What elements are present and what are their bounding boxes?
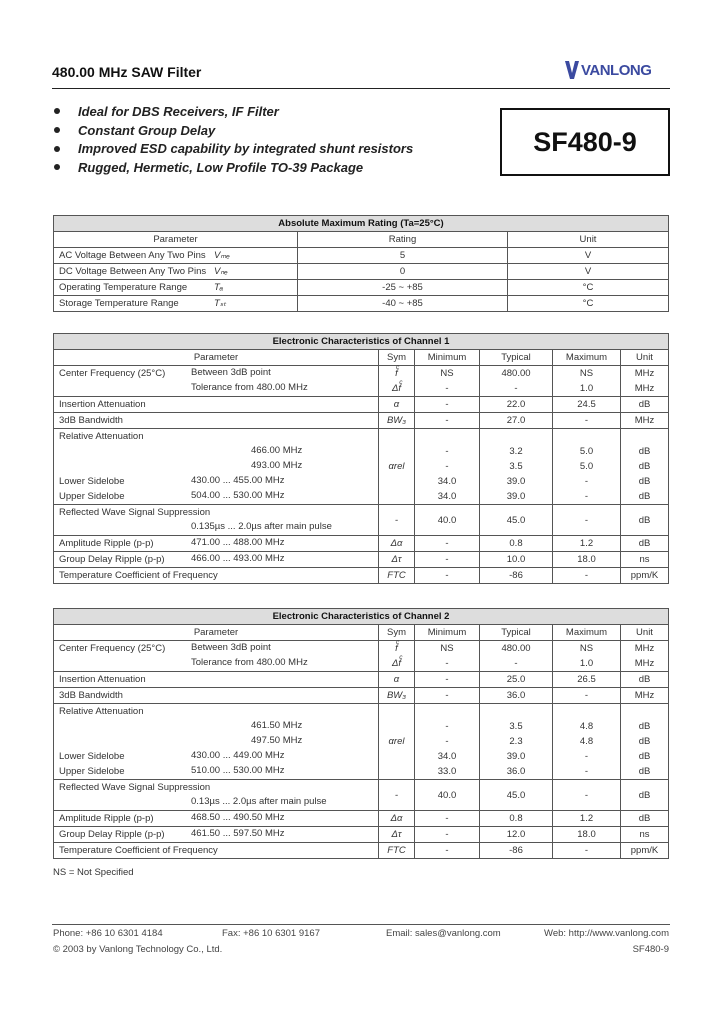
unit-value: V [508, 264, 669, 280]
parameter-label: Upper Sidelobe [59, 491, 125, 502]
max-value [553, 429, 621, 445]
footer-email[interactable]: Email: sales@vanlong.com [386, 928, 501, 939]
feature-item [52, 158, 413, 177]
parameter-cell [54, 413, 379, 429]
parameter-cell [54, 264, 298, 280]
rating-value: -40 ~ +85 [298, 296, 508, 312]
feature-text: Improved ESD capability by integrated shunt resistors [78, 141, 414, 157]
table-row [54, 843, 669, 859]
table-row [54, 552, 669, 568]
table-row [54, 413, 669, 429]
bullet-icon [54, 127, 60, 133]
feature-text: Constant Group Delay [78, 122, 216, 138]
typ-value: 39.0 [480, 749, 553, 764]
parameter-label: Group Delay Ripple (p-p) [59, 554, 165, 565]
typ-value: 0.8 [480, 536, 553, 552]
parameter-label: Reflected Wave Signal Suppression [59, 507, 211, 518]
min-value: - [415, 552, 480, 568]
unit-value [621, 704, 669, 720]
min-value [415, 429, 480, 445]
min-value: - [415, 459, 480, 474]
typ-value: - [480, 656, 553, 672]
parameter-condition: 430.00 ... 449.00 MHz [191, 750, 285, 761]
parameter-condition: Tolerance from 480.00 MHz [191, 657, 308, 668]
max-value: - [553, 413, 621, 429]
min-value: - [415, 719, 480, 734]
symbol: FTC [379, 568, 415, 584]
min-value: - [415, 397, 480, 413]
symbol: - [379, 505, 415, 536]
parameter-label: Relative Attenuation [59, 431, 144, 442]
parameter-condition: Between 3dB point [191, 367, 271, 378]
table-row [54, 474, 669, 489]
parameter-cell [54, 672, 379, 688]
parameter-label: Lower Sidelobe [59, 476, 125, 487]
max-value: 1.2 [553, 536, 621, 552]
table-row [54, 489, 669, 505]
parameter-condition: 461.50 MHz [251, 720, 303, 731]
unit-value: dB [621, 672, 669, 688]
min-value: - [415, 656, 480, 672]
unit-value: dB [621, 719, 669, 734]
typ-value: 39.0 [480, 489, 553, 505]
min-value: - [415, 688, 480, 704]
table-row [54, 429, 669, 445]
typ-value: 3.5 [480, 719, 553, 734]
symbol: Δα [379, 536, 415, 552]
footer-copyright: © 2003 by Vanlong Technology Co., Ltd. [53, 944, 223, 955]
max-value: NS [553, 366, 621, 382]
column-header: Sym [379, 350, 415, 366]
typ-value: 2.3 [480, 734, 553, 749]
typ-value: -86 [480, 568, 553, 584]
max-value: - [553, 764, 621, 780]
table-row [54, 444, 669, 459]
feature-list [52, 102, 413, 177]
parameter-condition: 466.00 ... 493.00 MHz [191, 553, 285, 564]
column-header: Unit [621, 350, 669, 366]
column-header: Minimum [415, 625, 480, 641]
symbol: Δτ [379, 552, 415, 568]
table-row [54, 568, 669, 584]
feature-text: Ideal for DBS Receivers, IF Filter [78, 103, 279, 119]
parameter-label: Temperature Coefficient of Frequency [59, 570, 218, 581]
absolute-max-rating-table [53, 215, 669, 312]
table-row [54, 248, 669, 264]
parameter-condition: 466.00 MHz [251, 445, 303, 456]
symbol: FTC [379, 843, 415, 859]
typ-value: 45.0 [480, 505, 553, 536]
unit-value: MHz [621, 656, 669, 672]
parameter-label: Lower Sidelobe [59, 751, 125, 762]
parameter-condition: 493.00 MHz [251, 460, 303, 471]
unit-value: dB [621, 764, 669, 780]
symbol: Vₙₑ [214, 266, 228, 277]
table-row [54, 811, 669, 827]
unit-value: °C [508, 296, 669, 312]
column-header: Typical [480, 350, 553, 366]
parameter-cell [54, 489, 379, 505]
parameter-condition: 471.00 ... 488.00 MHz [191, 537, 285, 548]
parameter-cell [54, 734, 379, 749]
max-value: 1.2 [553, 811, 621, 827]
max-value: - [553, 843, 621, 859]
min-value: - [415, 843, 480, 859]
typ-value: 3.5 [480, 459, 553, 474]
max-value: - [553, 474, 621, 489]
table-title: Electronic Characteristics of Channel 1 [54, 334, 669, 350]
typ-value: 36.0 [480, 688, 553, 704]
parameter-label: Relative Attenuation [59, 706, 144, 717]
unit-value: dB [621, 811, 669, 827]
max-value: 18.0 [553, 552, 621, 568]
table-row [54, 505, 669, 521]
unit-value: ns [621, 827, 669, 843]
typ-value: 12.0 [480, 827, 553, 843]
header-rule [52, 88, 670, 89]
unit-value: dB [621, 474, 669, 489]
unit-value: dB [621, 489, 669, 505]
symbol: Δfͨ [379, 381, 415, 397]
parameter-cell [54, 459, 379, 474]
table-title-row [54, 334, 669, 350]
table-row [54, 381, 669, 397]
table-row [54, 296, 669, 312]
parameter-cell [54, 749, 379, 764]
bullet-icon [54, 108, 60, 114]
part-number-box: SF480-9 [500, 108, 670, 176]
max-value: - [553, 749, 621, 764]
parameter-cell [54, 764, 379, 780]
parameter-cell [54, 280, 298, 296]
unit-value: ppm/K [621, 568, 669, 584]
min-value: 34.0 [415, 749, 480, 764]
parameter-condition: Between 3dB point [191, 642, 271, 653]
parameter-label: Reflected Wave Signal Suppression [59, 782, 211, 793]
unit-value: MHz [621, 413, 669, 429]
max-value: 18.0 [553, 827, 621, 843]
min-value: 40.0 [415, 505, 480, 536]
feature-item [52, 139, 413, 158]
unit-value: dB [621, 459, 669, 474]
min-value: NS [415, 641, 480, 657]
parameter-condition: 497.50 MHz [251, 735, 303, 746]
max-value: - [553, 780, 621, 811]
rating-value: -25 ~ +85 [298, 280, 508, 296]
table-row [54, 780, 669, 796]
parameter-label: Operating Temperature Range [59, 282, 188, 293]
unit-value: dB [621, 780, 669, 811]
min-value: 40.0 [415, 780, 480, 811]
parameter-cell [54, 656, 379, 672]
max-value: 5.0 [553, 444, 621, 459]
parameter-cell [54, 780, 379, 796]
parameter-label: Temperature Coefficient of Frequency [59, 845, 218, 856]
column-header: Minimum [415, 350, 480, 366]
max-value: 1.0 [553, 656, 621, 672]
unit-value: V [508, 248, 669, 264]
max-value: 4.8 [553, 734, 621, 749]
table-row [54, 734, 669, 749]
footer-doc-id: SF480-9 [632, 944, 669, 955]
min-value: - [415, 381, 480, 397]
parameter-label: Amplitude Ripple (p-p) [59, 538, 154, 549]
parameter-label: Insertion Attenuation [59, 399, 146, 410]
symbol: fͨ [379, 366, 415, 382]
min-value: - [415, 444, 480, 459]
parameter-condition: Tolerance from 480.00 MHz [191, 382, 308, 393]
parameter-cell [54, 444, 379, 459]
rating-value: 0 [298, 264, 508, 280]
header-row [54, 625, 669, 641]
unit-value: ppm/K [621, 843, 669, 859]
vanlong-logo [565, 60, 651, 80]
symbol: BW₃ [379, 413, 415, 429]
unit-value [621, 429, 669, 445]
parameter-cell [54, 704, 379, 720]
parameter-condition: 510.00 ... 530.00 MHz [191, 765, 285, 776]
unit-value: MHz [621, 381, 669, 397]
parameter-condition: 430.00 ... 455.00 MHz [191, 475, 285, 486]
unit-value: dB [621, 444, 669, 459]
parameter-label: Center Frequency (25°C) [59, 368, 166, 379]
feature-item [52, 102, 413, 121]
table-row [54, 459, 669, 474]
typ-value: 45.0 [480, 780, 553, 811]
typ-value: 25.0 [480, 672, 553, 688]
parameter-cell [54, 641, 379, 657]
parameter-label: Group Delay Ripple (p-p) [59, 829, 165, 840]
parameter-cell [54, 536, 379, 552]
table-row [54, 688, 669, 704]
unit-value: MHz [621, 366, 669, 382]
typ-value: 27.0 [480, 413, 553, 429]
min-value: - [415, 568, 480, 584]
unit-value: dB [621, 536, 669, 552]
max-value [553, 704, 621, 720]
symbol: Δfͨ [379, 656, 415, 672]
min-value: 33.0 [415, 764, 480, 780]
header-row [54, 350, 669, 366]
column-header: Maximum [553, 625, 621, 641]
max-value: 24.5 [553, 397, 621, 413]
typ-value: 480.00 [480, 366, 553, 382]
typ-value: 3.2 [480, 444, 553, 459]
bullet-icon [54, 164, 60, 170]
typ-value [480, 429, 553, 445]
column-header: Parameter [54, 625, 379, 641]
symbol: Vₘₑ [214, 250, 230, 261]
parameter-cell [54, 296, 298, 312]
symbol: αrel [379, 429, 415, 505]
symbol: - [379, 780, 415, 811]
parameter-cell [54, 474, 379, 489]
typ-value [480, 704, 553, 720]
min-value: - [415, 827, 480, 843]
parameter-label: Upper Sidelobe [59, 766, 125, 777]
symbol: α [379, 672, 415, 688]
min-value: 34.0 [415, 474, 480, 489]
typ-value: 10.0 [480, 552, 553, 568]
table-row [54, 366, 669, 382]
footer-rule [52, 924, 670, 925]
footer-web[interactable]: Web: http://www.vanlong.com [544, 928, 669, 939]
table-row [54, 719, 669, 734]
table-row [54, 641, 669, 657]
table-title: Electronic Characteristics of Channel 2 [54, 609, 669, 625]
unit-value: MHz [621, 688, 669, 704]
feature-text: Rugged, Hermetic, Low Profile TO-39 Package [78, 159, 364, 175]
max-value: 5.0 [553, 459, 621, 474]
ns-note: NS = Not Specified [53, 867, 134, 878]
rating-value: 5 [298, 248, 508, 264]
symbol: Δτ [379, 827, 415, 843]
parameter-cell [54, 397, 379, 413]
feature-item [52, 121, 413, 140]
table-row [54, 704, 669, 720]
table-title: Absolute Maximum Rating (Ta=25°C) [54, 216, 669, 232]
symbol: fͨ [379, 641, 415, 657]
parameter-cell [54, 429, 379, 445]
min-value: NS [415, 366, 480, 382]
min-value: - [415, 536, 480, 552]
column-header: Parameter [54, 232, 298, 248]
channel-1-table [53, 333, 669, 584]
parameter-label: Insertion Attenuation [59, 674, 146, 685]
parameter-cell [54, 843, 379, 859]
footer-fax: Fax: +86 10 6301 9167 [222, 928, 320, 939]
parameter-condition: 461.50 ... 597.50 MHz [191, 828, 285, 839]
table-row [54, 672, 669, 688]
table-row [54, 656, 669, 672]
footer-phone: Phone: +86 10 6301 4184 [53, 928, 163, 939]
parameter-cell [54, 795, 379, 811]
table-row [54, 827, 669, 843]
min-value: - [415, 672, 480, 688]
parameter-cell [54, 381, 379, 397]
parameter-label: Amplitude Ripple (p-p) [59, 813, 154, 824]
table-row [54, 397, 669, 413]
column-header: Maximum [553, 350, 621, 366]
max-value: 4.8 [553, 719, 621, 734]
column-header: Unit [621, 625, 669, 641]
symbol: Tₛₜ [214, 298, 227, 309]
bullet-icon [54, 146, 60, 152]
parameter-cell [54, 719, 379, 734]
parameter-cell [54, 366, 379, 382]
table-title-row [54, 609, 669, 625]
parameter-label: AC Voltage Between Any Two Pins [59, 250, 206, 261]
unit-value: dB [621, 734, 669, 749]
typ-value: - [480, 381, 553, 397]
symbol: BW₃ [379, 688, 415, 704]
table-row [54, 536, 669, 552]
typ-value: 22.0 [480, 397, 553, 413]
parameter-cell [54, 568, 379, 584]
min-value: - [415, 413, 480, 429]
parameter-cell [54, 520, 379, 536]
min-value [415, 704, 480, 720]
unit-value: dB [621, 397, 669, 413]
parameter-cell [54, 811, 379, 827]
parameter-label: Storage Temperature Range [59, 298, 179, 309]
parameter-cell [54, 688, 379, 704]
max-value: - [553, 688, 621, 704]
parameter-condition: 504.00 ... 530.00 MHz [191, 490, 285, 501]
symbol: Δα [379, 811, 415, 827]
parameter-cell [54, 552, 379, 568]
parameter-condition: 0.135µs ... 2.0µs after main pulse [191, 521, 332, 532]
logo-v-icon [565, 61, 579, 79]
column-header: Rating [298, 232, 508, 248]
max-value: 26.5 [553, 672, 621, 688]
max-value: - [553, 568, 621, 584]
unit-value: ns [621, 552, 669, 568]
typ-value: 39.0 [480, 474, 553, 489]
table-row [54, 764, 669, 780]
parameter-cell [54, 505, 379, 521]
table-row [54, 749, 669, 764]
unit-value: MHz [621, 641, 669, 657]
typ-value: 480.00 [480, 641, 553, 657]
column-header: Sym [379, 625, 415, 641]
column-header: Typical [480, 625, 553, 641]
table-row [54, 264, 669, 280]
symbol: Tₐ [214, 282, 224, 293]
max-value: NS [553, 641, 621, 657]
column-header: Parameter [54, 350, 379, 366]
typ-value: 0.8 [480, 811, 553, 827]
parameter-condition: 0.13µs ... 2.0µs after main pulse [191, 796, 327, 807]
unit-value: dB [621, 505, 669, 536]
parameter-label: 3dB Bandwidth [59, 415, 123, 426]
table-row [54, 280, 669, 296]
typ-value: 36.0 [480, 764, 553, 780]
min-value: - [415, 734, 480, 749]
min-value: 34.0 [415, 489, 480, 505]
parameter-condition: 468.50 ... 490.50 MHz [191, 812, 285, 823]
channel-2-table [53, 608, 669, 859]
parameter-cell [54, 248, 298, 264]
column-header: Unit [508, 232, 669, 248]
typ-value: -86 [480, 843, 553, 859]
parameter-label: 3dB Bandwidth [59, 690, 123, 701]
parameter-label: Center Frequency (25°C) [59, 643, 166, 654]
page-title: 480.00 MHz SAW Filter [52, 64, 202, 80]
parameter-cell [54, 827, 379, 843]
unit-value: dB [621, 749, 669, 764]
symbol: α [379, 397, 415, 413]
unit-value: °C [508, 280, 669, 296]
parameter-label: DC Voltage Between Any Two Pins [59, 266, 207, 277]
max-value: - [553, 489, 621, 505]
max-value: - [553, 505, 621, 536]
max-value: 1.0 [553, 381, 621, 397]
logo-text: VANLONG [581, 61, 652, 79]
min-value: - [415, 811, 480, 827]
symbol: αrel [379, 704, 415, 780]
